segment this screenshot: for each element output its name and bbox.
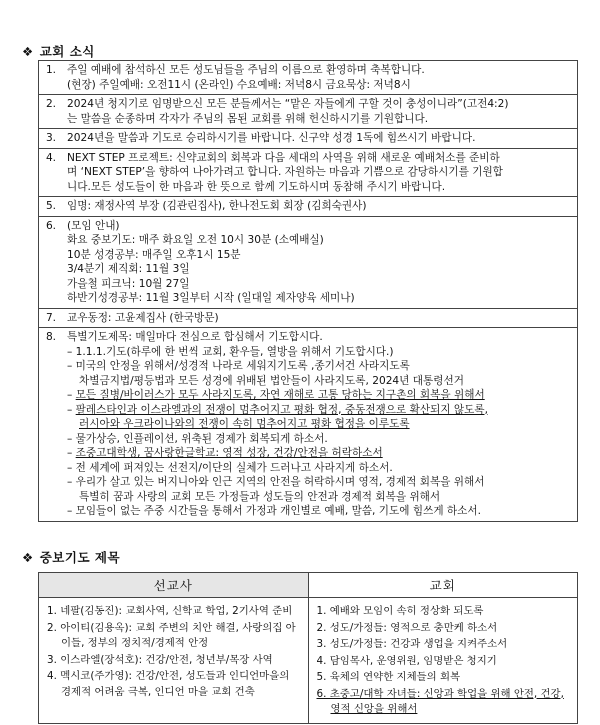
news-item-number: 1.	[39, 61, 64, 95]
special-prayer-text: 차별금지법/평등법과 모든 성경에 위배된 법안들이 사라지도록, 2024년 대통령선거	[79, 374, 464, 387]
news-item-number: 5.	[39, 197, 64, 217]
special-prayer-text: 특별히 꿈과 사랑의 교회 모든 가정들과 성도들의 안전과 경제적 회복을 위해서	[79, 490, 441, 503]
missionary-prayer-item: 3. 이스라엘(장석호): 건강/안전, 청년부/목장 사역	[47, 653, 273, 666]
special-prayer-text: 모든 질병/바이러스가 모두 사라지도록, 자연 재해로 고통 당하는 지구촌의 회복을 위해서	[75, 389, 485, 401]
special-prayer-line	[67, 461, 573, 476]
news-item-number: 7.	[39, 308, 64, 328]
news-item-line: 10분 성경공부: 매주일 오후1시 15분	[67, 248, 241, 261]
church-prayer-item: 3. 성도/가정들: 건강과 생업을 지켜주소서	[316, 638, 508, 650]
news-item-line: 하반기성경공부: 11월 3일부터 시작 (일대일 제자양육 세미나)	[67, 292, 355, 304]
church-prayer-list	[308, 598, 578, 724]
prayer-title-text: 중보기도 제목	[39, 550, 121, 565]
special-prayer-text: 물가상승, 인플레이션, 위축된 경제가 회복되게 하소서.	[75, 432, 328, 445]
news-item-body	[63, 197, 578, 217]
news-item-body	[63, 95, 578, 129]
news-item-line: 2024년을 말씀과 기도로 승리하시기를 바랍니다. 신구약 성경 1독에 힘쓰시기 바랍니다.	[67, 132, 476, 144]
missionary-prayer-item: 2. 아이티(김용옥): 교회 주변의 치안 해결, 사랑의집 아이들, 정부의 정치적/경제적 안정	[47, 621, 296, 649]
church-header: 교회	[308, 573, 578, 598]
special-prayer-text: 우리가 살고 있는 버지니아와 인근 지역의 안전을 허락하시며 영적, 경제적 회복을 위해서	[75, 476, 485, 488]
special-prayer-line	[67, 417, 573, 432]
church-prayer-item: 4. 담임목사, 운영위원, 임명받은 청지기	[316, 654, 497, 667]
news-item-body	[63, 129, 578, 149]
church-prayer-item: 5. 육체의 연약한 지체들의 회복	[316, 671, 461, 683]
news-item-body	[63, 308, 578, 328]
prayer-table	[38, 572, 578, 724]
missionary-prayer-item: 1. 네팔(김동진): 교회사역, 신학교 학업, 2기사역 준비	[47, 605, 293, 617]
news-item	[39, 61, 578, 95]
church-prayer-item: 2. 성도/가정들: 영적으로 충만케 하소서	[316, 621, 498, 634]
dash-bullet-icon: –	[67, 345, 76, 358]
dash-bullet-icon: –	[67, 447, 76, 459]
dash-bullet-icon: –	[67, 461, 76, 474]
news-item-number: 6.	[39, 216, 64, 308]
news-item-line: 임명: 재정사역 부장 (김관린집사), 한나전도회 회장 (김희숙권사)	[67, 200, 367, 212]
special-prayer-text: 러시아와 우크라이나와의 전쟁이 속히 멈추어지고 평화 협정을 이루도록	[79, 418, 410, 430]
dash-bullet-icon: –	[67, 476, 76, 488]
news-item-line: 니다.모든 성도들이 한 마음과 한 뜻으로 함께 기도하시며 동참해 주시기 바랍니다.	[67, 180, 446, 193]
news-item-line: 화요 중보기도: 매주 화요일 오전 10시 30분 (소예배실)	[67, 234, 324, 246]
special-prayer-text: 팔레스타인과 이스라엘과의 전쟁이 멈추어지고 평화 협정, 중동전쟁으로 확산되지 않도록,	[75, 403, 488, 416]
dash-bullet-icon: –	[67, 432, 76, 445]
special-prayer-text: 조중고대학생, 꿈사랑한글학교: 영적 성장, 건강/안전을 허락하소서	[75, 447, 383, 459]
special-prayer-line	[67, 432, 573, 447]
news-item-body	[63, 216, 578, 308]
dash-bullet-icon: –	[67, 360, 76, 372]
special-prayer-text: 전 세계에 퍼져있는 선전지/이단의 실체가 드러나고 사라지게 하소서.	[75, 461, 393, 474]
special-prayer-intro: 특별기도제목: 매일마다 전심으로 합심해서 기도합시다.	[67, 331, 323, 343]
news-item-body	[63, 148, 578, 197]
news-item	[39, 129, 578, 149]
missionary-prayer-item: 4. 멕시코(주가영): 건강/안전, 성도들과 인디언마을의 경제적 어려움 극복, 인디언 마을 교회 건축	[47, 670, 290, 698]
prayer-title	[22, 548, 120, 566]
dash-bullet-icon: –	[67, 403, 76, 416]
news-item-line: 며 ‘NEXT STEP’을 향하여 나아가려고 합니다. 자원하는 마음과 기쁨으로 감당하시기를 기원합	[67, 166, 503, 178]
church-prayer-item: 1. 예배와 모임이 속히 정상화 되도록	[316, 605, 484, 617]
church-news-title	[22, 42, 95, 60]
news-item-line: 2024년 청지기로 임명받으신 모든 분들께서는 “맡은 자들에게 구할 것이 충성이니라”(고전4:2)	[67, 98, 509, 110]
news-item-line: 교우동정: 고윤제집사 (한국방문)	[67, 311, 219, 324]
news-item-body	[63, 328, 578, 522]
special-prayer-line	[67, 446, 573, 461]
news-item-line: 주일 예배에 참석하신 모든 성도님들을 주님의 이름으로 환영하며 축복합니다.	[67, 64, 425, 76]
news-item-special-prayer	[39, 328, 578, 522]
news-item-number: 8.	[39, 328, 64, 522]
news-item-number: 4.	[39, 148, 64, 197]
news-item	[39, 197, 578, 217]
special-prayer-line	[67, 388, 573, 403]
special-prayer-line	[67, 490, 573, 505]
diamond-bullet-icon: ❖	[22, 44, 34, 59]
diamond-bullet-icon: ❖	[22, 550, 34, 565]
news-item-number: 2.	[39, 95, 64, 129]
news-item-body	[63, 61, 578, 95]
news-item-number: 3.	[39, 129, 64, 149]
news-item	[39, 308, 578, 328]
church-news-table	[38, 60, 578, 522]
special-prayer-line	[67, 345, 573, 360]
news-item-line: (현장) 주일예배: 오전11시 (온라인) 수요예배: 저녁8시 금요묵상: 저녁8시	[67, 78, 411, 91]
news-item-line: 3/4분기 제직회: 11월 3일	[67, 263, 190, 275]
special-prayer-line	[67, 403, 573, 418]
missionary-header: 선교사	[39, 573, 309, 598]
news-item-line: 는 말씀을 순종하며 각자가 주님의 몸된 교회를 위해 헌신하시기를 기원합니다.	[67, 112, 429, 125]
special-prayer-text: 1.1.1.기도(하루에 한 번씩 교회, 환우들, 열방을 위해서 기도합시다.)	[75, 345, 394, 358]
special-prayer-text: 미국의 안정을 위해서/성경적 나라로 세워지기도록 ,종기서건 사라지도록	[75, 360, 410, 372]
special-prayer-text: 모임들이 없는 주중 시간들을 통해서 가정과 개인별로 예배, 말씀, 기도에 힘쓰게 하소서.	[75, 505, 481, 517]
news-item	[39, 148, 578, 197]
news-item-line: (모임 안내)	[67, 219, 120, 232]
dash-bullet-icon: –	[67, 389, 76, 401]
news-item-line: NEXT STEP 프로젝트: 신약교회의 회복과 다음 세대의 사역을 위해 새로운 예배처소를 준비하	[67, 151, 500, 164]
church-prayer-item: 6. 초중고/대학 자녀들: 신앙과 학업을 위해 안전, 건강, 영적 신앙을 위해서	[316, 687, 564, 715]
news-item	[39, 216, 578, 308]
missionary-prayer-list	[39, 598, 309, 724]
church-news-title-text: 교회 소식	[39, 44, 95, 59]
news-item-line: 가을철 피크닉: 10월 27일	[67, 277, 190, 290]
news-item	[39, 95, 578, 129]
special-prayer-line	[67, 359, 573, 374]
special-prayer-line	[67, 374, 573, 389]
special-prayer-line	[67, 475, 573, 490]
dash-bullet-icon: –	[67, 505, 76, 517]
special-prayer-line	[67, 504, 573, 519]
